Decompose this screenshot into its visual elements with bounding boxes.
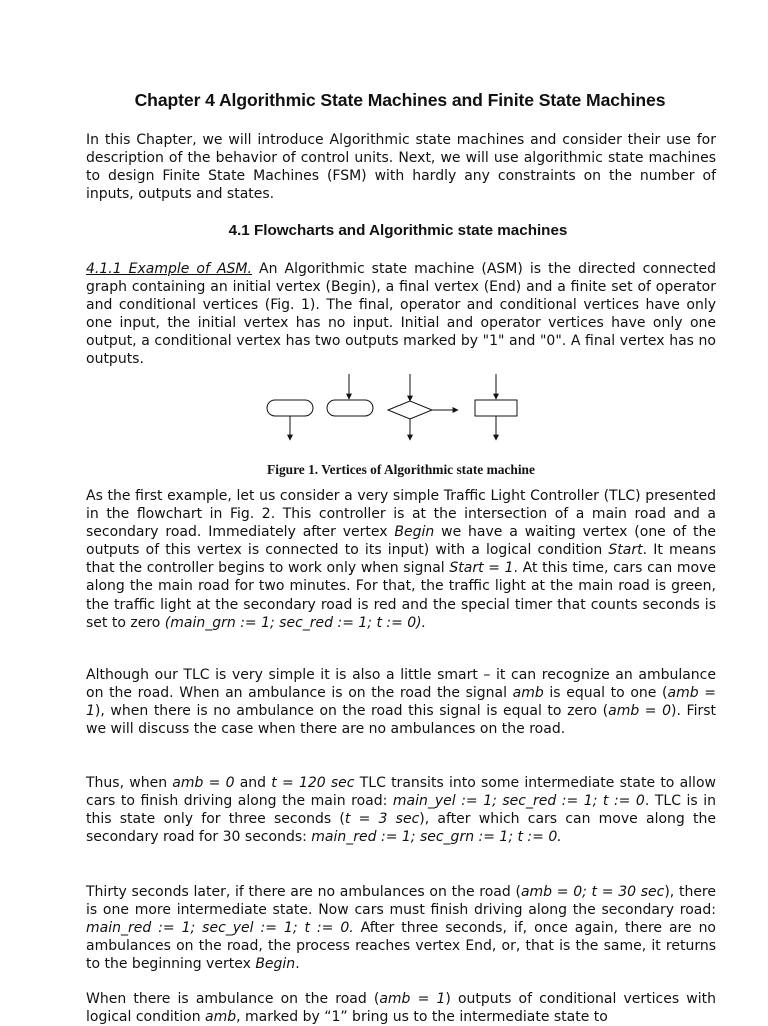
section-title: 4.1 Flowcharts and Algorithmic state machines xyxy=(228,222,568,239)
paragraph-ambulance-present: When there is ambulance on the road (amb = 1) outputs of conditional vertices with logical condition amb, marked by “1” bring us to the intermediate state to xyxy=(86,991,716,1026)
paragraph-thus: Thus, when amb = 0 and t = 120 sec TLC transits into some intermediate state to allow cars to finish driving along the main road: main_yel := 1; sec_red := 1; t := 0. TLC is in this state only for three seconds (t = 3 sec), after which cars can move along the secondary road for 30 seconds: main_red := 1; sec_grn := 1; t := 0. xyxy=(86,775,716,846)
vertices-figure xyxy=(260,370,530,448)
paragraph-thirty-seconds: Thirty seconds later, if there are no ambulances on the road (amb = 0; t = 30 sec), there is one more intermediate state. Now cars must finish driving along the secondary road: main_red := 1; sec_yel := 1; t := 0. After three seconds, if, once again, there are no ambulances on the road, the process reaches vertex End, or, that is the same, it returns to the beginning vertex Begin. xyxy=(86,884,717,973)
intro-paragraph: In this Chapter, we will introduce Algorithmic state machines and consider their use for description of the behavior of control units. Next, we will use algorithmic state machines to design Finite State Machines (FSM) with hardly any constraints on the number of inputs, outputs and states. xyxy=(86,132,716,203)
chapter-title: Chapter 4 Algorithmic State Machines and Finite State Machines xyxy=(134,90,666,110)
figure-caption: Figure 1. Vertices of Algorithmic state machine xyxy=(267,462,535,477)
paragraph-ambulance: Although our TLC is very simple it is also a little smart – it can recognize an ambulance on the road. When an ambulance is on the road the signal amb is equal to one (amb = 1), when there is no ambulance on the road this signal is equal to zero (amb = 0). First we will discuss the case when there are no ambulances on the road. xyxy=(86,667,716,738)
example-text: An Algorithmic state machine (ASM) is the directed connected graph containing an initial vertex (Begin), a final vertex (End) and a finite set of operator and conditional vertices (Fig. 1). The final, operator and conditional vertices have only one input, the initial vertex has no input. Initial and operator vertices have only one output, a conditional vertex has two outputs marked by "1" and "0". A final vertex has no outputs. xyxy=(86,261,716,368)
end-vertex-shape xyxy=(327,374,373,416)
example-heading: 4.1.1 Example of ASM. xyxy=(86,261,252,277)
operator-vertex-shape xyxy=(475,374,517,440)
begin-vertex-shape xyxy=(267,400,313,440)
paragraph-first-example: As the first example, let us consider a very simple Traffic Light Controller (TLC) presented in the flowchart in Fig. 2. This controller is at the intersection of a main road and a secondary road. Immediately after vertex Begin we have a waiting vertex (one of the outputs of this vertex is connected to its input) with a logical condition Start. It means that the controller begins to work only when signal Start = 1. At this time, cars can move along the main road for two minutes. For that, the traffic light at the main road is green, the traffic light at the secondary road is red and the special timer that counts seconds is set to zero (main_grn := 1; sec_red := 1; t := 0). xyxy=(86,488,716,631)
conditional-vertex-shape xyxy=(388,374,458,440)
example-paragraph xyxy=(86,260,716,369)
